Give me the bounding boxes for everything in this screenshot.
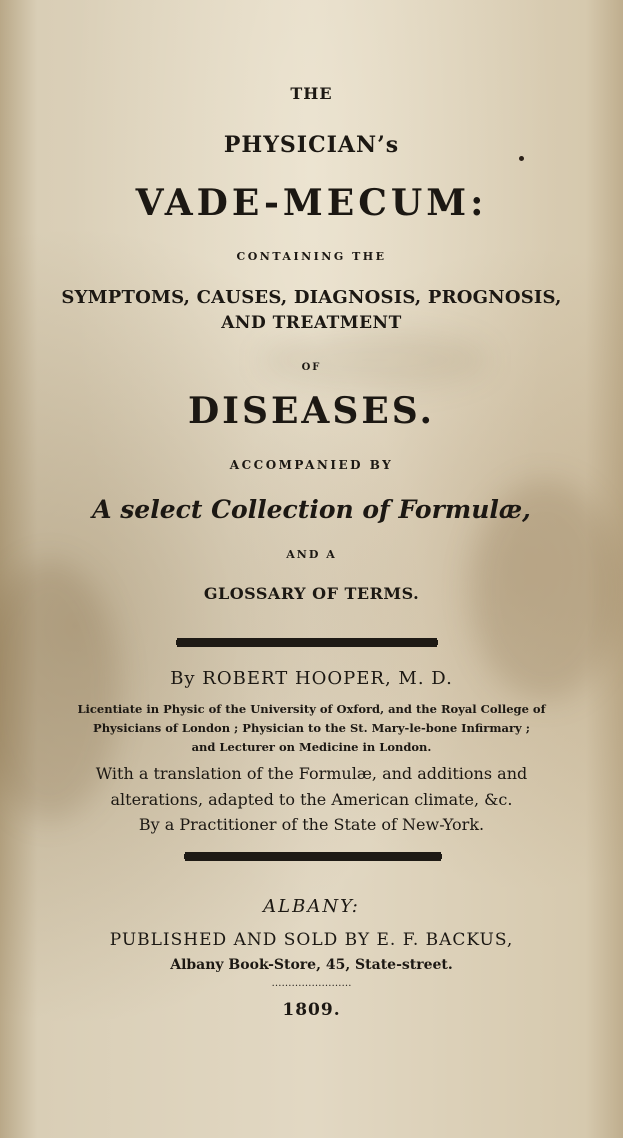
author-credentials-line: Physicians of London ; Physician to the St. Mary-le-bone Infirmary ; bbox=[93, 721, 530, 735]
translation-note-line: By a Practitioner of the State of New-York. bbox=[138, 815, 485, 834]
subtitle-containing: CONTAINING THE bbox=[236, 250, 387, 263]
bleed-through bbox=[260, 330, 490, 390]
dotted-divider: …………………… bbox=[271, 978, 352, 989]
author-credentials-line: and Lecturer on Medicine in London. bbox=[191, 740, 432, 754]
translation-note-line: With a translation of the Formulæ, and additions and bbox=[95, 764, 528, 783]
subtitle-collection: A select Collection of Formulæ, bbox=[92, 495, 531, 524]
imprint-address: Albany Book-Store, 45, State-street. bbox=[170, 957, 453, 973]
subtitle-and-a: AND A bbox=[286, 548, 337, 561]
title-vade-mecum: VADE-MECUM: bbox=[135, 182, 488, 224]
subtitle-glossary: GLOSSARY OF TERMS. bbox=[203, 584, 420, 603]
subtitle-symptoms: SYMPTOMS, CAUSES, DIAGNOSIS, PROGNOSIS, bbox=[61, 287, 562, 308]
author-credentials-line: Licentiate in Physic of the University of Oxford, and the Royal College of bbox=[77, 702, 546, 716]
author-byline: By ROBERT HOOPER, M. D. bbox=[170, 668, 453, 689]
imprint-year: 1809. bbox=[282, 1000, 341, 1020]
subtitle-accompanied: ACCOMPANIED BY bbox=[229, 458, 394, 472]
imprint-city: ALBANY: bbox=[263, 896, 360, 917]
double-rule-divider bbox=[176, 640, 438, 645]
subtitle-diseases: DISEASES. bbox=[187, 390, 436, 432]
imprint-publisher: PUBLISHED AND SOLD BY E. F. BACKUS, bbox=[109, 930, 514, 950]
ink-speck bbox=[519, 156, 524, 161]
double-rule-divider bbox=[184, 854, 442, 859]
translation-note-line: alterations, adapted to the American climate, &c. bbox=[110, 790, 513, 809]
subtitle-of: OF bbox=[301, 362, 322, 373]
subtitle-treatment: AND TREATMENT bbox=[221, 313, 402, 333]
title-article: THE bbox=[290, 84, 333, 103]
title-physicians: PHYSICIAN’s bbox=[223, 132, 400, 158]
